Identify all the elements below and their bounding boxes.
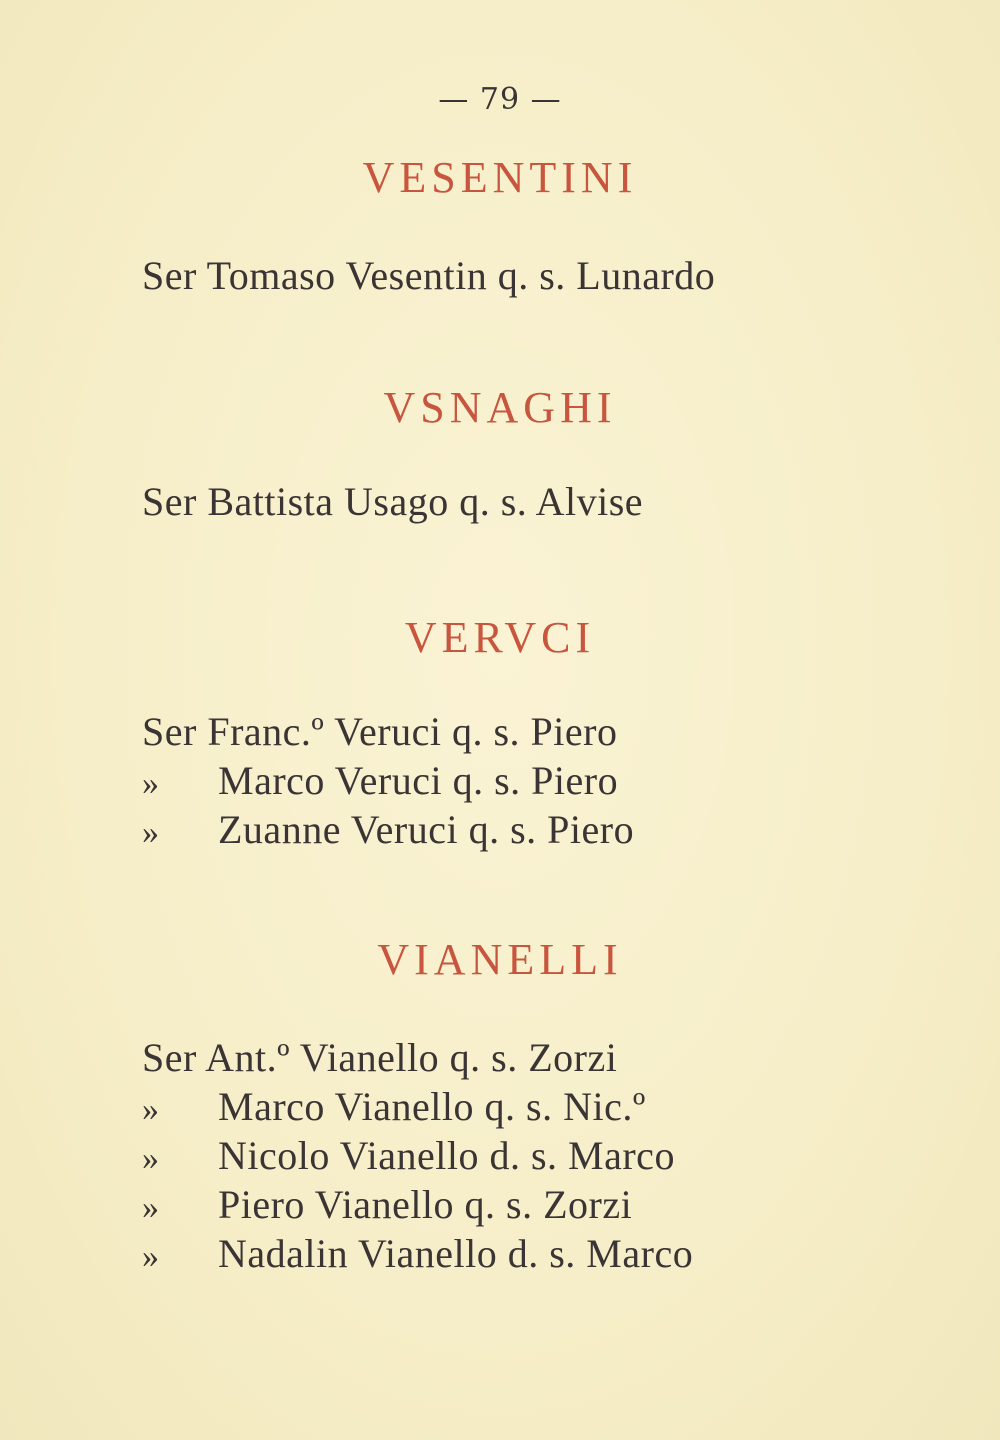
entry-text: Nadalin Vianello d. s. Marco <box>218 1231 694 1276</box>
entry-line <box>142 757 618 804</box>
entry-text: Ser Ant.º Vianello q. s. Zorzi <box>142 1035 618 1080</box>
ditto-mark: » <box>142 1140 160 1177</box>
section-heading-vervci: VERVCI <box>404 613 596 662</box>
entry-line <box>142 252 715 299</box>
entry-line <box>142 1230 693 1277</box>
entry-line <box>142 1181 632 1228</box>
page-number: — 79 — <box>438 82 562 117</box>
ditto-mark: » <box>142 814 160 851</box>
entry-text: Ser Tomaso Vesentin q. s. Lunardo <box>142 253 716 298</box>
entry-line <box>142 1034 617 1081</box>
entry-text: Marco Vianello q. s. Nic.º <box>218 1084 646 1129</box>
entry-text: Ser Franc.º Veruci q. s. Piero <box>142 709 618 754</box>
ditto-mark: » <box>142 1189 160 1226</box>
section-heading-vianelli: VIANELLI <box>377 935 623 984</box>
entry-line <box>142 478 643 525</box>
ditto-mark: » <box>142 1091 160 1128</box>
entry-line <box>142 708 617 755</box>
section-heading-vesentini: VESENTINI <box>362 153 638 202</box>
entry-text: Piero Vianello q. s. Zorzi <box>218 1182 633 1227</box>
entry-text: Zuanne Veruci q. s. Piero <box>218 807 635 852</box>
entry-line <box>142 1132 675 1179</box>
section-heading-vsnaghi: VSNAGHI <box>383 383 617 432</box>
ditto-mark: » <box>142 1238 160 1275</box>
entry-text: Ser Battista Usago q. s. Alvise <box>142 479 644 524</box>
entry-line <box>142 806 634 853</box>
entry-line <box>142 1083 646 1130</box>
entry-text: Nicolo Vianello d. s. Marco <box>218 1133 675 1178</box>
ditto-mark: » <box>142 765 160 802</box>
entry-text: Marco Veruci q. s. Piero <box>218 758 619 803</box>
